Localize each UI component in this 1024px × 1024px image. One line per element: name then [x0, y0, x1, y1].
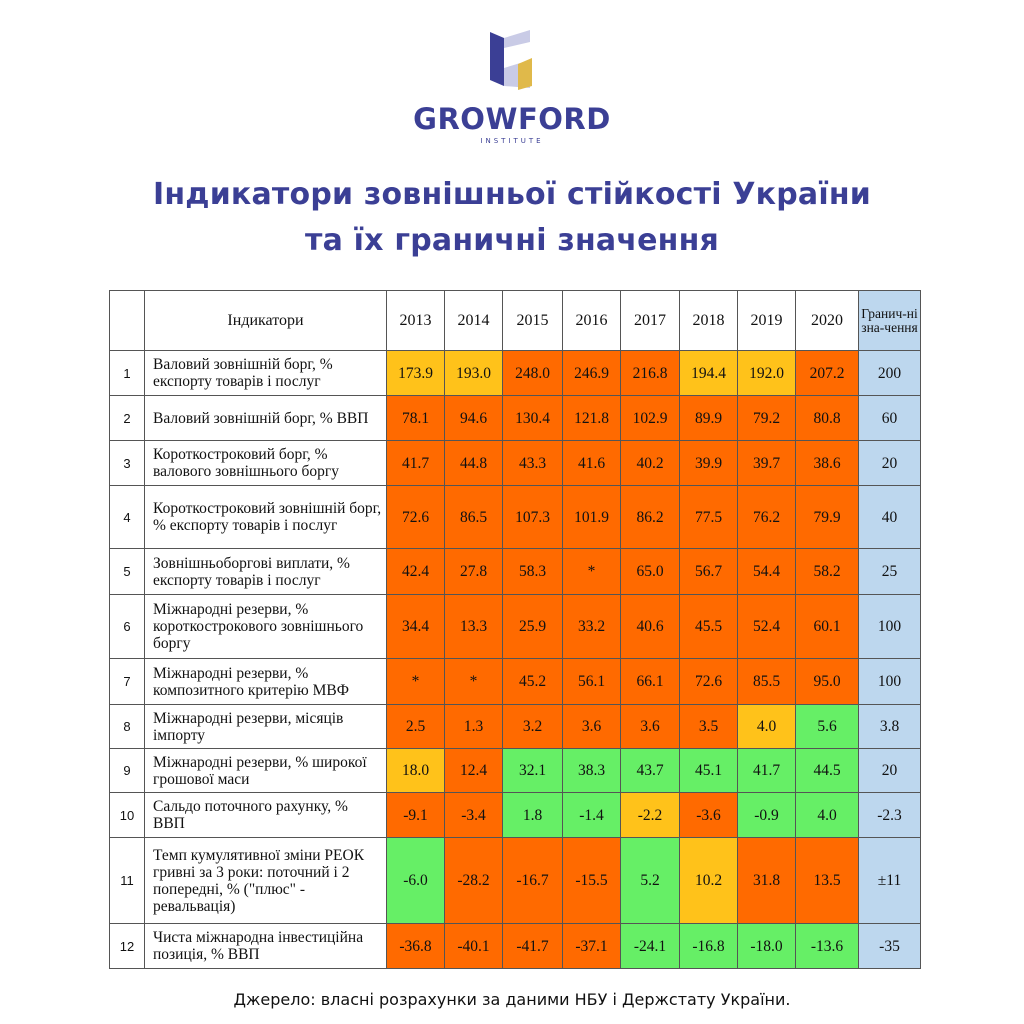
value-cell: 56.7 — [680, 549, 738, 595]
limit-cell: -35 — [859, 924, 921, 969]
title-line-1: Індикатори зовнішньої стійкості України — [152, 177, 871, 212]
value-cell: -40.1 — [445, 924, 503, 969]
limit-cell: -2.3 — [859, 793, 921, 838]
value-cell: 38.3 — [563, 749, 621, 793]
header-year: 2016 — [563, 291, 621, 351]
value-cell: -6.0 — [387, 838, 445, 924]
limit-cell: ±11 — [859, 838, 921, 924]
value-cell: 4.0 — [796, 793, 859, 838]
table-row — [110, 924, 921, 969]
limit-cell: 25 — [859, 549, 921, 595]
value-cell: 3.6 — [621, 705, 680, 749]
value-cell: 40.6 — [621, 595, 680, 659]
row-number: 5 — [110, 549, 145, 595]
indicator-label: Міжнародні резерви, % широкої грошової маси — [145, 749, 387, 793]
value-cell: 41.7 — [387, 441, 445, 486]
page-title — [0, 172, 1024, 264]
value-cell: 3.2 — [503, 705, 563, 749]
value-cell: 1.3 — [445, 705, 503, 749]
value-cell: -2.2 — [621, 793, 680, 838]
value-cell: 130.4 — [503, 396, 563, 441]
value-cell: 38.6 — [796, 441, 859, 486]
indicator-label: Міжнародні резерви, % композитного критерію МВФ — [145, 659, 387, 705]
indicator-label: Валовий зовнішній борг, % експорту товарів і послуг — [145, 351, 387, 396]
value-cell: 5.6 — [796, 705, 859, 749]
value-cell: -36.8 — [387, 924, 445, 969]
row-number: 2 — [110, 396, 145, 441]
value-cell: 65.0 — [621, 549, 680, 595]
value-cell: -24.1 — [621, 924, 680, 969]
value-cell: -1.4 — [563, 793, 621, 838]
value-cell: 12.4 — [445, 749, 503, 793]
value-cell: 41.7 — [738, 749, 796, 793]
value-cell: -3.4 — [445, 793, 503, 838]
value-cell: 56.1 — [563, 659, 621, 705]
row-number: 12 — [110, 924, 145, 969]
value-cell: 44.8 — [445, 441, 503, 486]
row-number: 8 — [110, 705, 145, 749]
table-header-row — [110, 291, 921, 351]
value-cell: 13.5 — [796, 838, 859, 924]
value-cell: 58.3 — [503, 549, 563, 595]
table-row — [110, 441, 921, 486]
value-cell: 173.9 — [387, 351, 445, 396]
value-cell: 89.9 — [680, 396, 738, 441]
value-cell: 4.0 — [738, 705, 796, 749]
value-cell: 13.3 — [445, 595, 503, 659]
table-body — [110, 351, 921, 969]
growford-logo-icon — [480, 28, 544, 92]
value-cell: 43.3 — [503, 441, 563, 486]
value-cell: 86.2 — [621, 486, 680, 549]
value-cell: 33.2 — [563, 595, 621, 659]
value-cell: 10.2 — [680, 838, 738, 924]
table-row — [110, 793, 921, 838]
value-cell: 101.9 — [563, 486, 621, 549]
value-cell: -0.9 — [738, 793, 796, 838]
value-cell: 76.2 — [738, 486, 796, 549]
value-cell: 31.8 — [738, 838, 796, 924]
limit-cell: 100 — [859, 595, 921, 659]
table-row — [110, 549, 921, 595]
indicator-label: Короткостроковий борг, % валового зовнішнього боргу — [145, 441, 387, 486]
indicator-label: Міжнародні резерви, місяців імпорту — [145, 705, 387, 749]
value-cell: 60.1 — [796, 595, 859, 659]
value-cell: 72.6 — [387, 486, 445, 549]
header-year: 2014 — [445, 291, 503, 351]
table-row — [110, 486, 921, 549]
logo-subtitle: INSTITUTE — [480, 137, 544, 145]
value-cell: 43.7 — [621, 749, 680, 793]
value-cell: 194.4 — [680, 351, 738, 396]
value-cell: 58.2 — [796, 549, 859, 595]
title-line-2: та їх граничні значення — [304, 223, 719, 258]
value-cell: 77.5 — [680, 486, 738, 549]
growford-logo — [0, 28, 1024, 145]
value-cell: 52.4 — [738, 595, 796, 659]
header-year: 2020 — [796, 291, 859, 351]
value-cell: 72.6 — [680, 659, 738, 705]
row-number: 6 — [110, 595, 145, 659]
value-cell: * — [387, 659, 445, 705]
value-cell: -16.7 — [503, 838, 563, 924]
value-cell: 79.2 — [738, 396, 796, 441]
row-number: 10 — [110, 793, 145, 838]
value-cell: 1.8 — [503, 793, 563, 838]
limit-cell: 20 — [859, 441, 921, 486]
value-cell: 45.5 — [680, 595, 738, 659]
value-cell: 25.9 — [503, 595, 563, 659]
value-cell: 193.0 — [445, 351, 503, 396]
value-cell: 66.1 — [621, 659, 680, 705]
value-cell: 39.7 — [738, 441, 796, 486]
value-cell: 5.2 — [621, 838, 680, 924]
value-cell: 248.0 — [503, 351, 563, 396]
limit-cell: 20 — [859, 749, 921, 793]
row-number: 1 — [110, 351, 145, 396]
limit-cell: 40 — [859, 486, 921, 549]
table-row — [110, 595, 921, 659]
value-cell: 18.0 — [387, 749, 445, 793]
value-cell: 3.5 — [680, 705, 738, 749]
indicator-label: Чиста міжнародна інвестиційна позиція, % ВВП — [145, 924, 387, 969]
value-cell: 40.2 — [621, 441, 680, 486]
header-year: 2019 — [738, 291, 796, 351]
indicators-table — [109, 290, 921, 969]
value-cell: * — [445, 659, 503, 705]
value-cell: 54.4 — [738, 549, 796, 595]
value-cell: -13.6 — [796, 924, 859, 969]
header-year: 2013 — [387, 291, 445, 351]
value-cell: 192.0 — [738, 351, 796, 396]
value-cell: 107.3 — [503, 486, 563, 549]
value-cell: 45.1 — [680, 749, 738, 793]
limit-cell: 3.8 — [859, 705, 921, 749]
value-cell: -3.6 — [680, 793, 738, 838]
row-number: 3 — [110, 441, 145, 486]
value-cell: 86.5 — [445, 486, 503, 549]
indicator-label: Зовнішньоборгові виплати, % експорту товарів і послуг — [145, 549, 387, 595]
value-cell: 27.8 — [445, 549, 503, 595]
row-number: 7 — [110, 659, 145, 705]
table-row — [110, 749, 921, 793]
value-cell: * — [563, 549, 621, 595]
value-cell: 44.5 — [796, 749, 859, 793]
value-cell: 2.5 — [387, 705, 445, 749]
header-limit: Гранич-ні зна-чення — [859, 291, 921, 351]
table-row — [110, 838, 921, 924]
indicator-label: Короткостроковий зовнішній борг, % експорту товарів і послуг — [145, 486, 387, 549]
header-year: 2017 — [621, 291, 680, 351]
value-cell: 102.9 — [621, 396, 680, 441]
value-cell: -37.1 — [563, 924, 621, 969]
value-cell: -28.2 — [445, 838, 503, 924]
value-cell: 32.1 — [503, 749, 563, 793]
value-cell: 79.9 — [796, 486, 859, 549]
value-cell: 94.6 — [445, 396, 503, 441]
value-cell: 85.5 — [738, 659, 796, 705]
row-number: 9 — [110, 749, 145, 793]
indicator-label: Валовий зовнішній борг, % ВВП — [145, 396, 387, 441]
value-cell: 207.2 — [796, 351, 859, 396]
limit-cell: 60 — [859, 396, 921, 441]
value-cell: 95.0 — [796, 659, 859, 705]
header-number-cell — [110, 291, 145, 351]
value-cell: 39.9 — [680, 441, 738, 486]
row-number: 11 — [110, 838, 145, 924]
header-year: 2015 — [503, 291, 563, 351]
value-cell: -9.1 — [387, 793, 445, 838]
value-cell: -16.8 — [680, 924, 738, 969]
value-cell: 41.6 — [563, 441, 621, 486]
value-cell: -18.0 — [738, 924, 796, 969]
table-row — [110, 659, 921, 705]
header-indicators: Індикатори — [145, 291, 387, 351]
limit-cell: 100 — [859, 659, 921, 705]
indicator-label: Сальдо поточного рахунку, % ВВП — [145, 793, 387, 838]
row-number: 4 — [110, 486, 145, 549]
indicator-label: Темп кумулятивної зміни РЕОК гривні за 3 роки: поточний і 2 попередні, % ("плюс" - ревальвація) — [145, 838, 387, 924]
value-cell: 78.1 — [387, 396, 445, 441]
indicator-label: Міжнародні резерви, % короткострокового зовнішнього боргу — [145, 595, 387, 659]
value-cell: 3.6 — [563, 705, 621, 749]
limit-cell: 200 — [859, 351, 921, 396]
value-cell: 45.2 — [503, 659, 563, 705]
value-cell: -15.5 — [563, 838, 621, 924]
value-cell: 216.8 — [621, 351, 680, 396]
table-row — [110, 351, 921, 396]
value-cell: 246.9 — [563, 351, 621, 396]
value-cell: 34.4 — [387, 595, 445, 659]
header-year: 2018 — [680, 291, 738, 351]
value-cell: 80.8 — [796, 396, 859, 441]
value-cell: 42.4 — [387, 549, 445, 595]
table-row — [110, 705, 921, 749]
source-note: Джерело: власні розрахунки за даними НБУ і Держстату України. — [233, 990, 791, 1009]
logo-wordmark: GROWFORD — [413, 102, 611, 136]
value-cell: 121.8 — [563, 396, 621, 441]
value-cell: -41.7 — [503, 924, 563, 969]
table-row — [110, 396, 921, 441]
